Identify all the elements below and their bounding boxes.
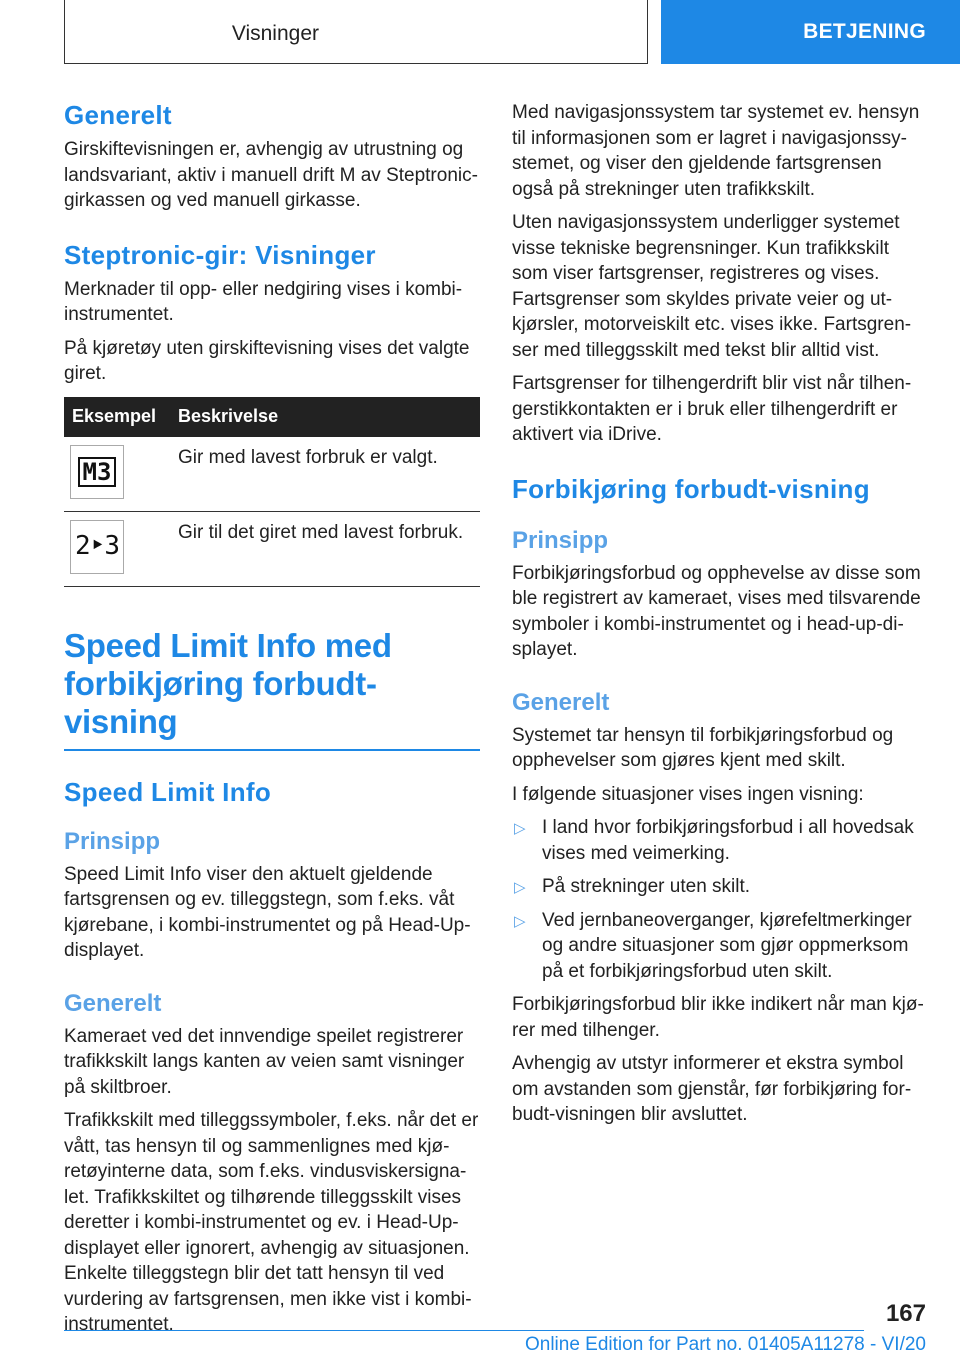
paragraph-steptronic-1: Merknader til opp- eller nedgiring vises i kombi-instrumentet. — [64, 278, 463, 325]
header-chapter-tab — [661, 0, 960, 64]
heading-forbikjoring: Forbikjøring forbudt-visning — [512, 473, 870, 504]
heading-speed-limit-info: Speed Limit Info — [64, 776, 272, 807]
paragraph-generelt-2b: Trafikkskilt med tilleggssymboler, f.eks. når det er vått, tas hensyn til og sammenlignes med kjø-retøyinterne data, som f.eks. vindusviskersigna-let. Trafikkskiltet og tilhørende tilleggsskilt vises deretter i kombi-instrumentet og ev. i Head-Up-displayet eller ignorert, avhengig av situasjonen. Enkelte tilleggstegn blir det tatt hensyn til ved vurdering av fartsgrensen, men ikke vist i kombi-instrumentet. — [64, 1110, 479, 1335]
heading-prinsipp: Prinsipp — [64, 827, 161, 855]
paragraph-navigation: Med navigasjonssystem tar systemet ev. hensyn til informasjonen som er lagret i navigasjonssy-stemet, og viser den gjeldende fartsgrensen også på strekninger uten trafikkskilt. — [512, 102, 920, 200]
triangle-bullet-icon: ▷ — [514, 879, 526, 896]
heading-generelt-right: Generelt — [512, 688, 610, 716]
triangle-bullet-icon: ▷ — [514, 820, 526, 837]
paragraph-generelt-right-3: Forbikjøringsforbud blir ikke indikert når man kjø-rer med tilhenger. — [512, 994, 924, 1041]
heading-generelt-2: Generelt — [64, 989, 162, 1017]
table-row — [64, 511, 480, 586]
paragraph-prinsipp: Speed Limit Info viser den aktuelt gjeldende fartsgrensen og ev. tilleggstegn, som f.eks. våt kjørebane, i kombi-instrumentet og på Head-Up-displayet. — [64, 863, 471, 961]
list-item: ▷ På strekninger uten skilt. — [512, 874, 928, 900]
gear-m3-icon: M3 — [70, 445, 124, 499]
table-header-description: Beskrivelse — [170, 397, 480, 437]
table-row — [64, 437, 480, 512]
situation-list — [512, 815, 928, 984]
heading-prinsipp-right: Prinsipp — [512, 526, 609, 554]
paragraph-generelt-2a: Kameraet ved det innvendige speilet registrerer trafikkskilt langs kanten av veien samt visninger på skiltbroer. — [64, 1025, 465, 1098]
chapter-heading-speed-limit: Speed Limit Info med forbikjøring forbudt-visning — [64, 627, 480, 751]
left-column — [64, 100, 480, 1346]
page-number: 167 — [885, 1300, 926, 1327]
table-cell-description: Gir med lavest forbruk er valgt. — [170, 437, 480, 512]
heading-steptronic: Steptronic-gir: Visninger — [64, 239, 376, 270]
list-item: ▷ I land hvor forbikjøringsforbud i all hovedsak vises med veimerking. — [514, 817, 914, 864]
triangle-bullet-icon: ▷ — [514, 912, 526, 930]
paragraph-trailer: Fartsgrenser for tilhengerdrift blir vist når tilhen-gerstikkontakten er i bruk eller tilhengerdrift er aktivert via iDrive. — [512, 373, 912, 445]
paragraph-generelt: Girskiftevisningen er, avhengig av utrustning og landsvariant, aktiv i manuell drift M av Steptronic-girkassen og ved manuell girkasse. — [64, 139, 478, 211]
table-header-example: Eksempel — [64, 397, 170, 437]
table-cell-description: Gir til det giret med lavest forbruk. — [170, 511, 480, 586]
gear-display-table — [64, 397, 480, 587]
paragraph-no-navigation: Uten navigasjonssystem underligger systemet visse tekniske begrensninger. Kun trafikkskilt som viser fartsgrenser, registreres og vises. Fartsgrenser som skyldes private veier og ut-kjørsler, motorveiskilt etc. vises ikke. Fartsgren-ser med tilleggsskilt med tekst blir alltid vist. — [512, 212, 912, 361]
heading-generelt: Generelt — [64, 100, 172, 130]
paragraph-generelt-right-2: I følgende situasjoner vises ingen visning: — [512, 783, 864, 805]
footer-edition: Online Edition for Part no. 01405A11278 - VI/20 — [524, 1334, 926, 1355]
footer-divider — [64, 1330, 864, 1331]
gear-2-to-3-icon: 2‣3 — [70, 520, 124, 574]
paragraph-generelt-right-4: Avhengig av utstyr informerer et ekstra symbol om avstanden som gjenstår, før forbikjøring for-budt-visningen blir avsluttet. — [512, 1053, 912, 1125]
paragraph-prinsipp-right: Forbikjøringsforbud og opphevelse av disse som ble registrert av kameraet, vises med tilsvarende symboler i kombi-instrumentet og i head-up-di-splayet. — [512, 562, 921, 660]
header-left-box — [64, 0, 648, 64]
paragraph-steptronic-2: På kjøretøy uten girskiftevisning vises det valgte giret. — [64, 337, 470, 384]
header-chapter-title: BETJENING — [803, 20, 926, 43]
list-item: ▷ Ved jernbaneoverganger, kjørefeltmerkinger og andre situasjoner som gjør oppmerksom på et forbikjøringsforbud uten skilt. — [514, 909, 912, 982]
header-section-title: Visninger — [231, 22, 319, 45]
right-column — [512, 100, 928, 1136]
paragraph-generelt-right-1: Systemet tar hensyn til forbikjøringsforbud og opphevelser som gjøres kjent med skilt. — [512, 724, 894, 771]
